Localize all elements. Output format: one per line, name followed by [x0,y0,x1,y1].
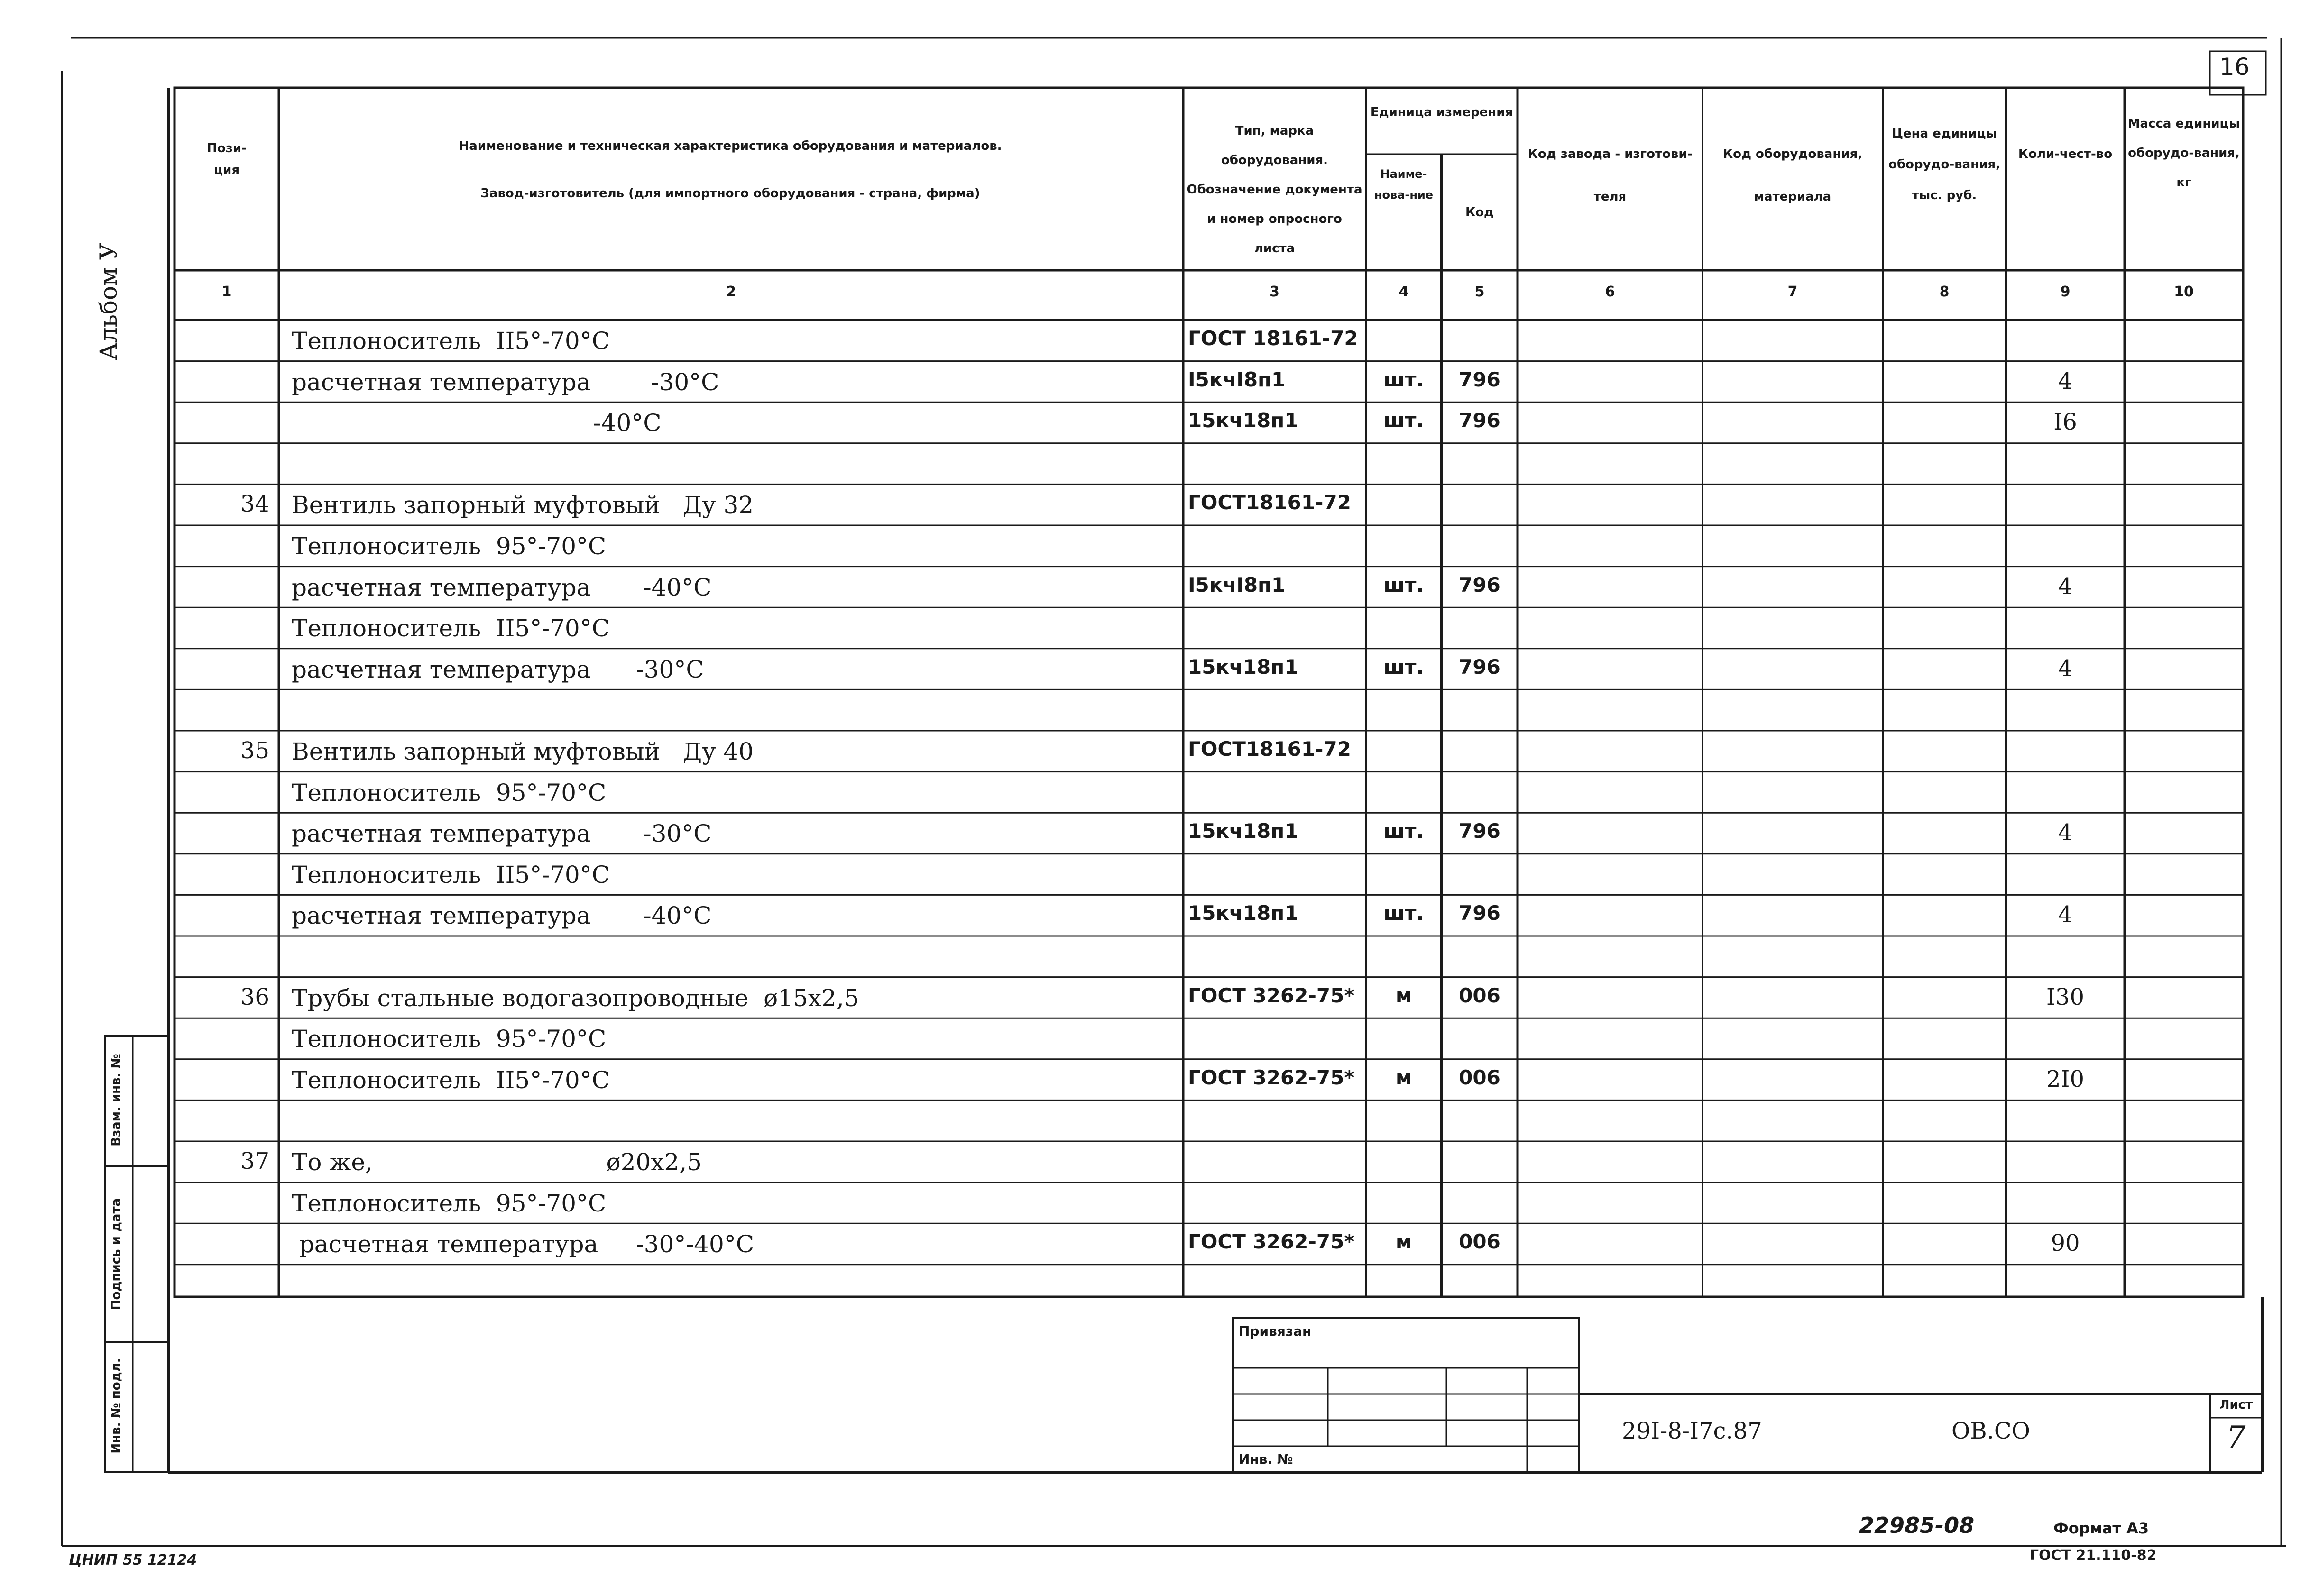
cell-unit-code: 006 [1459,983,1500,1007]
cell-unit-code: 006 [1459,1065,1500,1089]
header-name-line2: Завод-изготовитель (для импортного оборудования - страна, фирма) [480,186,980,201]
cell-quantity: 4 [2058,367,2073,394]
column-number: 2 [726,284,736,300]
header-type-doc: Тип, марка оборудования. Обозначение документа и номер опросного листа [1187,124,1362,256]
cell-unit: м [1395,983,1412,1007]
column-number: 10 [2174,284,2194,300]
cell-doc: I5кчI8п1 [1188,573,1286,596]
cell-doc: 15кч18п1 [1188,655,1298,679]
header-mass: Масса единицы оборудо-вания, кг [2127,117,2240,190]
cell-name: расчетная температура -40°С [292,573,712,601]
header-name-line1: Наименование и техническая характеристика оборудования и материалов. [459,139,1002,153]
title-designation: 29I-8-I7с.87 [1622,1418,1762,1444]
cell-doc: I5кчI8п1 [1188,367,1286,391]
cell-position: 37 [240,1148,269,1174]
cell-quantity: 4 [2058,901,2073,928]
cell-unit: шт. [1383,819,1424,843]
header-unit: Единица измерения [1370,105,1513,119]
cell-unit: м [1395,1065,1412,1089]
header-unit-code: Код [1465,205,1494,220]
footer-format: Формат А3 [2053,1519,2149,1537]
footer-left-code: ЦНИП 55 12124 [69,1552,197,1568]
header-manufacturer-code: Код завода - изготови-теля [1528,147,1693,204]
title-sheet-number: 7 [2226,1420,2246,1455]
cell-name: Теплоноситель II5°-70°С [292,861,610,889]
column-number: 6 [1605,284,1615,300]
cell-unit-code: 006 [1459,1230,1500,1254]
cell-doc: 15кч18п1 [1188,901,1298,925]
column-number: 3 [1270,284,1279,300]
cell-unit-code: 796 [1459,367,1500,391]
footer-archive-number: 22985-08 [1859,1513,1975,1538]
column-number: 5 [1474,284,1485,300]
cell-name: Теплоноситель II5°-70°С [292,327,610,355]
cell-quantity: I30 [2046,983,2085,1010]
title-inv-no: Инв. № [1239,1451,1293,1467]
column-number: 4 [1399,284,1409,300]
cell-position: 34 [240,491,269,518]
cell-doc: ГОСТ18161-72 [1188,491,1351,514]
cell-position: 35 [240,737,269,764]
title-privyazan: Привязан [1239,1323,1312,1339]
cell-unit-code: 796 [1459,573,1500,596]
cell-doc: 15кч18п1 [1188,409,1298,432]
cell-unit: шт. [1383,367,1424,391]
title-section: ОВ.СО [1951,1418,2030,1444]
cell-doc: ГОСТ 3262-75* [1188,1065,1355,1089]
cell-name: Вентиль запорный муфтовый Ду 40 [292,738,754,765]
cell-name: Теплоноситель 95°-70°С [292,1189,607,1217]
album-label: Альбом У [95,243,122,360]
header-unit-price: Цена единицы оборудо-вания, тыс. руб. [1888,127,2000,202]
cell-unit: шт. [1383,901,1424,925]
cell-position: 36 [240,983,269,1010]
cell-name: То же, ø20х2,5 [292,1148,702,1176]
cell-unit-code: 796 [1459,901,1500,925]
title-sheet-label: Лист [2219,1398,2253,1412]
cell-name: -40°С [292,409,662,437]
cell-unit-code: 796 [1459,655,1500,679]
cell-name: Теплоноситель 95°-70°С [292,1025,607,1053]
cell-name: Теплоноситель II5°-70°С [292,615,610,642]
column-number: 1 [221,284,232,300]
cell-doc: ГОСТ18161-72 [1188,737,1351,761]
cell-unit-code: 796 [1459,409,1500,432]
cell-quantity: 4 [2058,819,2073,846]
header-position: Пози- ция [207,141,247,177]
corner-sheet-number: 16 [2219,53,2250,81]
cell-name: расчетная температура -30°С [292,820,712,848]
cell-quantity: 4 [2058,655,2073,682]
header-quantity: Коли-чест-во [2018,147,2113,161]
stamp-vzam-inv: Взам. инв. № [109,1054,123,1147]
cell-doc: ГОСТ 3262-75* [1188,1230,1355,1254]
cell-name: Вентиль запорный муфтовый Ду 32 [292,491,754,519]
cell-name: Теплоноситель 95°-70°С [292,779,607,807]
cell-name: расчетная температура -30°С [292,655,704,683]
cell-quantity: 90 [2051,1230,2080,1257]
cell-name: Теплоноситель 95°-70°С [292,532,607,560]
cell-quantity: 4 [2058,573,2073,600]
cell-doc: ГОСТ 18161-72 [1188,327,1358,350]
cell-quantity: I6 [2053,409,2077,436]
cell-doc: 15кч18п1 [1188,819,1298,843]
cell-name: Трубы стальные водогазопроводные ø15х2,5 [292,984,859,1012]
header-equipment-code: Код оборудования, материала [1722,147,1863,204]
cell-unit: шт. [1383,573,1424,596]
column-number: 9 [2060,284,2071,300]
column-number: 7 [1787,284,1798,300]
cell-name: расчетная температура -30°-40°С [292,1230,755,1258]
cell-name: Теплоноситель II5°-70°С [292,1066,610,1094]
cell-unit: шт. [1383,409,1424,432]
stamp-inv-podl: Инв. № подл. [109,1358,123,1454]
stamp-podpis-data: Подпись и дата [109,1198,123,1311]
cell-quantity: 2I0 [2046,1065,2085,1092]
cell-unit-code: 796 [1459,819,1500,843]
column-number: 8 [1939,284,1950,300]
cell-unit: шт. [1383,655,1424,679]
cell-doc: ГОСТ 3262-75* [1188,983,1355,1007]
cell-name: расчетная температура -30°С [292,368,719,396]
header-unit-name: Наиме-нова-ние [1374,167,1434,202]
cell-name: расчетная температура -40°С [292,902,712,930]
footer-gost: ГОСТ 21.110-82 [2030,1547,2157,1564]
cell-unit: м [1395,1230,1412,1254]
